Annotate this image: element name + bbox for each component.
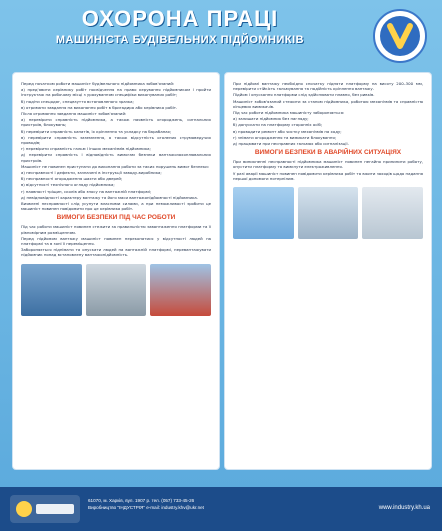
left-paragraph: б) перевірити справність канатів, їх кріплення та укладку на барабанах;: [21, 128, 172, 134]
section-title-work: ВИМОГИ БЕЗПЕКИ ПІД ЧАС РОБОТИ: [56, 214, 176, 222]
photo-crane-sky: [233, 187, 294, 239]
footer: [0, 487, 442, 531]
right-paragraph: Під час роботи підйомника машиністу забороняється:: [233, 110, 345, 116]
page-title: ОХОРОНА ПРАЦІ: [81, 6, 279, 31]
left-paragraph-2: Забороняється піднімати та опускати людей на вантажній платформі, перевантажувати підйомник понад встановлену вантажопідйомність.: [21, 247, 211, 258]
left-paragraph: в) отримати завдання на виконання робіт в бригадира або керівника робіт.: [21, 104, 178, 110]
left-paragraph: а) пред'явити керівнику робіт посвідчення на право керування підйомником і пройти інструктаж на робочому місці з урахуванням специфіки виконуваних робіт;: [21, 87, 211, 98]
right-paragraph: Підйом і опускання платформи слід здійснювати плавно, без ривків.: [233, 92, 375, 98]
right-paragraph: д) працювати при несправних гальмах або сигналізації.: [233, 141, 349, 147]
left-paragraph: г) наявності тріщин, сколів або зносу на вантажній платформі;: [21, 188, 152, 194]
photo-scaffold: [362, 187, 423, 239]
left-paragraph: г) перевірити справність гальм і інших механізмів підйомника;: [21, 146, 151, 152]
left-paragraph: б) несправності огородження шахти або дверей;: [21, 176, 123, 182]
left-paragraph: Виявлені несправності слід усунути власними силами, а при неможливості зробити це машиніст повинен повідомити про це керівника робіт.: [21, 201, 211, 212]
left-paragraph: Перед початком роботи машиніст будівельного підйомника зобов'язаний:: [21, 81, 175, 86]
photo-crane-site: [298, 187, 359, 239]
right-paragraph-2: У разі аварії машиніст повинен повідомити керівника робіт та вжити заходів щодо надання першої допомоги потерпілим.: [233, 170, 423, 181]
right-paragraph: в) проводити ремонт або чистку механізмів на ходу;: [233, 128, 342, 134]
photo-grid-right: [233, 187, 423, 239]
right-paragraph: г) знімати огородження та вимикати блокування;: [233, 134, 337, 140]
photo-grid-left: [21, 264, 211, 316]
left-paragraph: Машиніст не повинен приступати до виконання роботи за таких порушень вимог безпеки:: [21, 163, 209, 169]
left-paragraph-2: Перед підйомом вантажу машиніст повинен переконатися у відсутності людей на платформі та в зоні її переміщення.: [21, 235, 211, 247]
photo-hoist-site: [21, 264, 82, 316]
right-panel: [224, 72, 432, 470]
footer-website[interactable]: www.industry.kh.ua: [378, 505, 430, 511]
photo-hoist-red: [150, 264, 211, 316]
industry-logo-icon: [10, 495, 80, 523]
left-panel: [12, 72, 220, 470]
left-paragraph: Після отримання завдання машиніст зобов'язаний:: [21, 111, 127, 117]
footer-company: Виробництво "ІНДУСТРІЯ" e-mail: industry.khv@ukr.net: [88, 505, 204, 510]
left-paragraph: б) надіти спецодяг, спецвзуття встановленого зразка;: [21, 98, 134, 104]
left-paragraph: в) відсутності технічного огляду підйомника;: [21, 182, 115, 188]
left-paragraph: д) невідповідності характеру вантажу та його маси вантажопідйомності підйомника.: [21, 194, 199, 200]
footer-address: 61070, м. Харків, вул. 1907 р. тел. (057) 733-45-26: [88, 498, 195, 503]
right-paragraph: б) допускати на платформу сторонніх осіб;: [233, 122, 323, 128]
footer-contacts: [88, 497, 358, 511]
left-paragraph: а) перевірити справність підйомника, а також наявність огороджень, сигнальних пристроїв, блокувань;: [21, 117, 211, 128]
section-title-emergency: ВИМОГИ БЕЗПЕКИ В АВАРІЙНИХ СИТУАЦІЯХ: [254, 149, 402, 157]
right-paragraph: а) залишати підйомник без нагляду;: [233, 116, 309, 122]
left-paragraph: д) перевірити справність і відповідність вимогам безпеки вантажозахоплювальних пристроїв.: [21, 152, 211, 163]
left-paragraph: а) несправності і дефекти, зазначені в інструкції заводу-виробника;: [21, 170, 162, 176]
left-paragraph-2: Під час роботи машиніст повинен стежити за правильністю завантаження платформи та її рівномірним розміщенням.: [21, 224, 211, 235]
safety-emblem-icon: [372, 8, 428, 64]
right-paragraph-2: При виникненні несправності підйомника машиніст повинен негайно припинити роботу, опустити платформу та вимкнути електроживлення.: [233, 159, 423, 170]
left-paragraph: в) перевірити справність заземлення, а також відсутність оголених струмоведучих проводів;: [21, 134, 211, 146]
right-paragraph: При підйомі вантажу необхідно спочатку підняти платформу на висоту 200–300 мм, перевірити стійкість гальмування та надійність кріплення вантажу.: [233, 81, 423, 92]
photo-hoist-tower: [86, 264, 147, 316]
header: [0, 0, 442, 80]
right-paragraph: Машиніст зобов'язаний стежити за станом підйомника, роботою механізмів та справністю кінцевих вимикачів.: [233, 98, 423, 109]
page-subtitle: МАШИНІСТА БУДІВЕЛЬНИХ ПІДЙОМНИКІВ: [55, 34, 305, 46]
